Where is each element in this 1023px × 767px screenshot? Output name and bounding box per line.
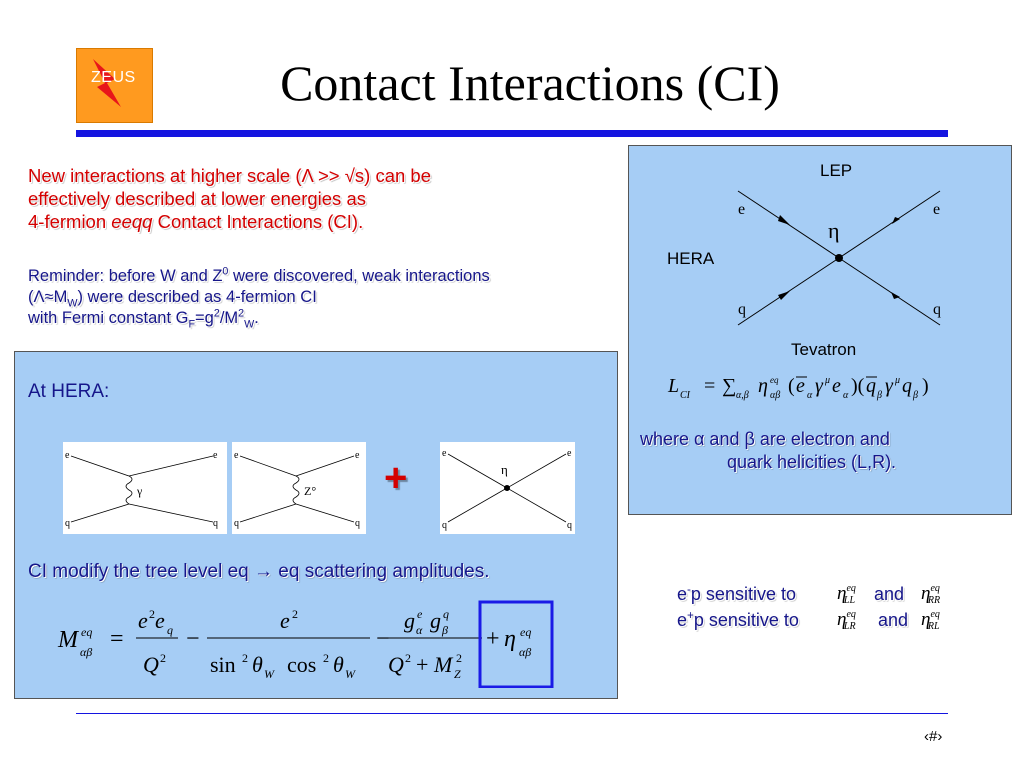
intro-text (28, 164, 618, 233)
intro-line-1: New interactions at higher scale (Λ >> √s) can be (28, 165, 431, 186)
sensitivity-and-1: and (874, 584, 905, 604)
svg-text:η: η (758, 375, 768, 397)
svg-text:cos: cos (287, 652, 317, 677)
svg-text:2: 2 (292, 607, 298, 621)
slide-number: ‹#› (924, 728, 943, 745)
svg-text:sin: sin (210, 652, 236, 677)
svg-text:αβ: αβ (770, 390, 781, 401)
svg-text:Z°: Z° (304, 484, 317, 498)
svg-text:e: e (213, 450, 218, 461)
z-exchange-diagram (232, 442, 366, 534)
reminder-text (28, 266, 608, 329)
svg-text:q: q (866, 375, 876, 397)
amplitude-formula (52, 598, 562, 688)
svg-text:W: W (264, 667, 274, 681)
svg-text:q: q (933, 301, 941, 318)
svg-text:q: q (167, 623, 173, 637)
svg-text:γ: γ (815, 375, 823, 397)
svg-text:2: 2 (242, 651, 248, 665)
svg-text:Q: Q (143, 652, 159, 677)
svg-text:W: W (345, 667, 355, 681)
lep-label: LEP (820, 161, 853, 180)
svg-text:∑: ∑ (722, 375, 737, 397)
sensitivity-row-eminus: e-p sensitive to (677, 583, 796, 604)
footer-divider (76, 713, 948, 714)
intro-line-2: effectively described at lower energies as (28, 188, 366, 209)
reminder-line-2: $(\Lambda\approx M_W)$ were described as 4-fermion CI (28, 288, 317, 310)
title-divider (76, 130, 948, 137)
svg-text:=: = (704, 375, 716, 397)
svg-text:)(: )( (851, 375, 865, 397)
eta-rr-symbol: $\eta^{eq}_{RR}$ (921, 583, 941, 606)
svg-text:αβ: αβ (519, 645, 532, 659)
svg-text:eq: eq (770, 375, 779, 385)
svg-text:2: 2 (456, 651, 462, 665)
svg-text:γ: γ (137, 484, 143, 498)
svg-text:θ: θ (252, 652, 263, 677)
svg-text:e: e (796, 375, 805, 397)
logo-text: ZEUS (91, 69, 136, 86)
helicity-line-2: quark helicities (L,R). (727, 452, 897, 472)
svg-text:e: e (65, 450, 70, 461)
svg-text:β: β (913, 390, 918, 401)
svg-text:Q: Q (388, 652, 404, 677)
contact-interaction-diagram (440, 442, 575, 534)
eta-ll-symbol: $\eta^{eq}_{LL}$ (837, 583, 856, 606)
svg-text:L: L (668, 375, 680, 397)
svg-text:M: M (58, 627, 78, 653)
svg-text:e: e (234, 450, 239, 461)
svg-text:q: q (567, 520, 572, 531)
reminder-line-3: with Fermi constant $G_F=g^2/M^2_W$. (28, 307, 259, 331)
svg-text:2: 2 (160, 651, 166, 665)
svg-text:e: e (280, 608, 290, 633)
intro-line-3: 4-fermion eeqq Contact Interactions (CI). (28, 211, 364, 232)
svg-text:2: 2 (149, 607, 155, 621)
svg-text:e: e (417, 607, 423, 621)
svg-text:e: e (567, 448, 572, 459)
photon-exchange-diagram (63, 442, 227, 534)
svg-text:αβ: αβ (80, 645, 93, 659)
svg-text:q: q (355, 518, 360, 529)
svg-text:g: g (404, 608, 415, 633)
hera-heading: At HERA: (28, 381, 110, 402)
lagrangian-formula (660, 368, 990, 408)
page-title: Contact Interactions (CI) (280, 55, 780, 111)
svg-text:γ: γ (885, 375, 893, 397)
contact-vertex-diagram (728, 188, 956, 328)
svg-text:+: + (416, 652, 429, 677)
svg-text:M: M (434, 652, 453, 677)
svg-text:q: q (442, 520, 447, 531)
eta-rl-symbol: $\eta^{eq}_{RL}$ (921, 609, 940, 632)
svg-text:e: e (355, 450, 360, 461)
svg-text:+: + (486, 626, 500, 652)
svg-text:q: q (65, 518, 70, 529)
svg-text:μ: μ (825, 375, 831, 386)
svg-text:η: η (828, 218, 840, 243)
svg-text:α: α (807, 390, 813, 401)
svg-text:Z: Z (454, 667, 461, 681)
svg-text:e: e (933, 201, 941, 218)
svg-text:eq: eq (520, 625, 532, 639)
svg-text:2: 2 (405, 651, 411, 665)
svg-text:2: 2 (323, 651, 329, 665)
eta-lr-symbol: $\eta^{eq}_{LR}$ (837, 609, 856, 632)
svg-text:−: − (186, 626, 200, 652)
svg-text:e: e (832, 375, 841, 397)
svg-text:q: q (234, 518, 239, 529)
svg-text:β: β (442, 623, 448, 637)
svg-text:e: e (138, 608, 148, 633)
reminder-line-1: Reminder: before W and $Z^0$ were discovered, weak interactions (28, 265, 490, 285)
helicity-text (640, 428, 1000, 474)
svg-text:q: q (213, 518, 218, 529)
svg-text:CI: CI (680, 390, 690, 401)
svg-text:eq: eq (81, 625, 93, 639)
svg-text:η: η (501, 462, 508, 477)
helicity-line-1: where α and β are electron and (640, 429, 890, 449)
svg-text:α: α (843, 390, 849, 401)
svg-text:): ) (922, 375, 929, 397)
svg-text:q: q (902, 375, 912, 397)
hera-label: HERA (667, 249, 715, 268)
svg-text:−: − (376, 626, 390, 652)
ci-modify-text: CI modify the tree level eq → eq scattering amplitudes. (28, 561, 490, 582)
svg-text:β: β (877, 390, 882, 401)
svg-text:q: q (443, 607, 449, 621)
svg-text:(: ( (788, 375, 795, 397)
svg-text:μ: μ (895, 375, 901, 386)
plus-sign: + (384, 456, 408, 500)
svg-text:=: = (110, 626, 124, 652)
sensitivity-and-2: and (878, 610, 909, 630)
svg-text:q: q (738, 301, 746, 318)
svg-text:α: α (416, 623, 423, 637)
svg-text:θ: θ (333, 652, 344, 677)
svg-text:e: e (442, 448, 447, 459)
svg-text:g: g (430, 608, 441, 633)
svg-text:e: e (738, 201, 746, 218)
sensitivity-row-eplus: e+p sensitive to (677, 609, 799, 630)
svg-text:e: e (155, 608, 165, 633)
zeus-logo (76, 48, 153, 123)
svg-text:η: η (504, 626, 516, 652)
svg-text:α,β: α,β (736, 390, 749, 401)
tevatron-label: Tevatron (791, 340, 857, 359)
